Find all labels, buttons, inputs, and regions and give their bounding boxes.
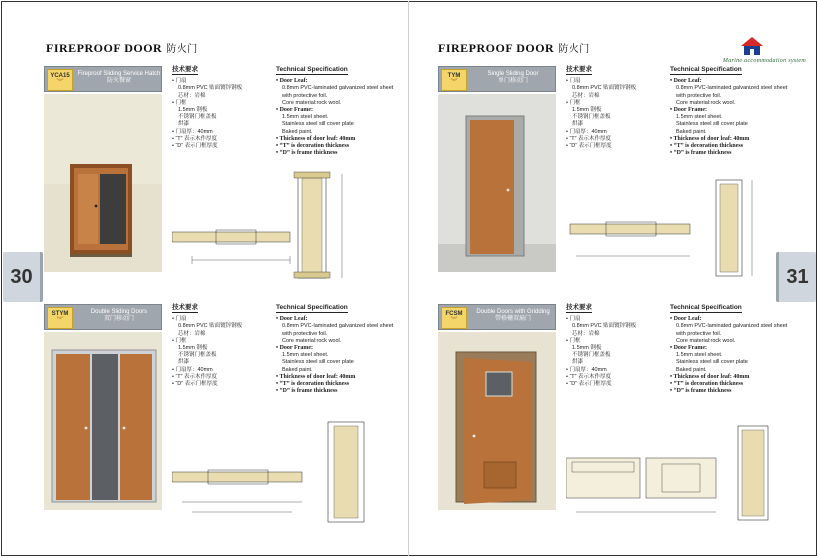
chevron-down-icon: ︾ — [450, 317, 458, 324]
product-name: Fireproof Sliding Service Hatch 防火餐窗 — [77, 71, 161, 84]
technical-drawing — [172, 164, 414, 294]
page-title-right: FIREPROOF DOOR 防火门 — [438, 41, 590, 55]
spec-cn: 技术要求 • 门扇 0.8mm PVC 贴面镀锌钢板 芯材：岩棉 • 门框 1.5mm 钢板 不锈钢门框盖板 烘漆 • 门扇厚：40mm • “T” 表示木作厚度 • “D” 表示门框厚度 — [172, 304, 243, 388]
product-code-badge: FCSM ︾ — [441, 307, 467, 329]
product-tag — [44, 304, 162, 330]
page-title-left: FIREPROOF DOOR 防火门 — [46, 41, 198, 55]
chevron-down-icon: ︾ — [450, 79, 458, 86]
product-photo — [44, 94, 162, 272]
product-card-fcsm — [438, 304, 808, 544]
product-tag — [44, 66, 162, 92]
product-photo — [438, 94, 556, 272]
spec-cn: 技术要求 • 门扇 0.8mm PVC 贴面镀锌钢板 芯材：岩棉 • 门框 1.5mm 钢板 不锈钢门框盖板 烘漆 • 门扇厚：40mm • “T” 表示木作厚度 • “D” 表示门框厚度 — [566, 66, 637, 150]
product-code-badge: YCA15 ︾ — [47, 69, 73, 91]
technical-drawing — [566, 402, 808, 532]
product-card-tym — [438, 66, 808, 306]
brand — [676, 36, 806, 66]
product-code-badge: STYM ︾ — [47, 307, 73, 329]
spec-en: Technical Specification • Door Leaf: 0.8mm PVC-laminated galvanized steel sheet with protective foil. Core material:rock wool. • Door Frame: 1.5mm steel sheet. Stainless steel sill cover plate Baked paint. • Thickness of door leaf: 40mm • “T” is decoration thickness • “D” is frame thickness — [276, 304, 394, 395]
product-photo — [438, 332, 556, 510]
house-logo-icon — [740, 36, 764, 56]
product-card-yca15 — [44, 66, 414, 306]
chevron-down-icon: ︾ — [56, 79, 64, 86]
page-number-right: 31 — [776, 252, 816, 302]
product-code-badge: TYM ︾ — [441, 69, 467, 91]
product-tag — [438, 66, 556, 92]
page-number-left: 30 — [3, 252, 43, 302]
product-card-stym — [44, 304, 414, 544]
technical-drawing — [566, 164, 808, 294]
product-name: Single Sliding Door 单门移动门 — [487, 71, 539, 84]
product-tag — [438, 304, 556, 330]
spec-cn: 技术要求 • 门扇 0.8mm PVC 贴面镀锌钢板 芯材：岩棉 • 门框 1.5mm 钢板 不锈钢门框盖板 烘漆 • 门扇厚：40mm • “T” 表示木作厚度 • “D” 表示门框厚度 — [172, 66, 243, 150]
product-name: Double Sliding Doors 双门移动门 — [90, 309, 148, 322]
product-photo — [44, 332, 162, 510]
spec-cn: 技术要求 • 门扇 0.8mm PVC 贴面镀锌钢板 芯材：岩棉 • 门框 1.5mm 钢板 不锈钢门框盖板 烘漆 • 门扇厚：40mm • “T” 表示木作厚度 • “D” 表示门框厚度 — [566, 304, 637, 388]
spec-en: Technical Specification • Door Leaf: 0.8mm PVC-laminated galvanized steel sheet with protective foil. Core material:rock wool. • Door Frame: 1.5mm steel sheet. Stainless steel sill cover plate Baked paint. • Thickness of door leaf: 40mm • “T” is decoration thickness • “D” is frame thickness — [670, 66, 788, 157]
spec-en: Technical Specification • Door Leaf: 0.8mm PVC-laminated galvanized steel sheet with protective foil. Core material:rock wool. • Door Frame: 1.5mm steel sheet. Stainless steel sill cover plate Baked paint. • Thickness of door leaf: 40mm • “T” is decoration thickness • “D” is frame thickness — [670, 304, 788, 395]
technical-drawing — [172, 402, 414, 532]
brand-tagline: Marine accommodation system — [722, 58, 806, 64]
product-name: Double Doors with Gridding 带格栅双扇门 — [476, 309, 550, 322]
chevron-down-icon: ︾ — [56, 317, 64, 324]
spec-en: Technical Specification • Door Leaf: 0.8mm PVC-laminated galvanized steel sheet with protective foil. Core material:rock wool. • Door Frame: 1.5mm steel sheet. Stainless steel sill cover plate Baked paint. • Thickness of door leaf: 40mm • “T” is decoration thickness • “D” is frame thickness — [276, 66, 394, 157]
